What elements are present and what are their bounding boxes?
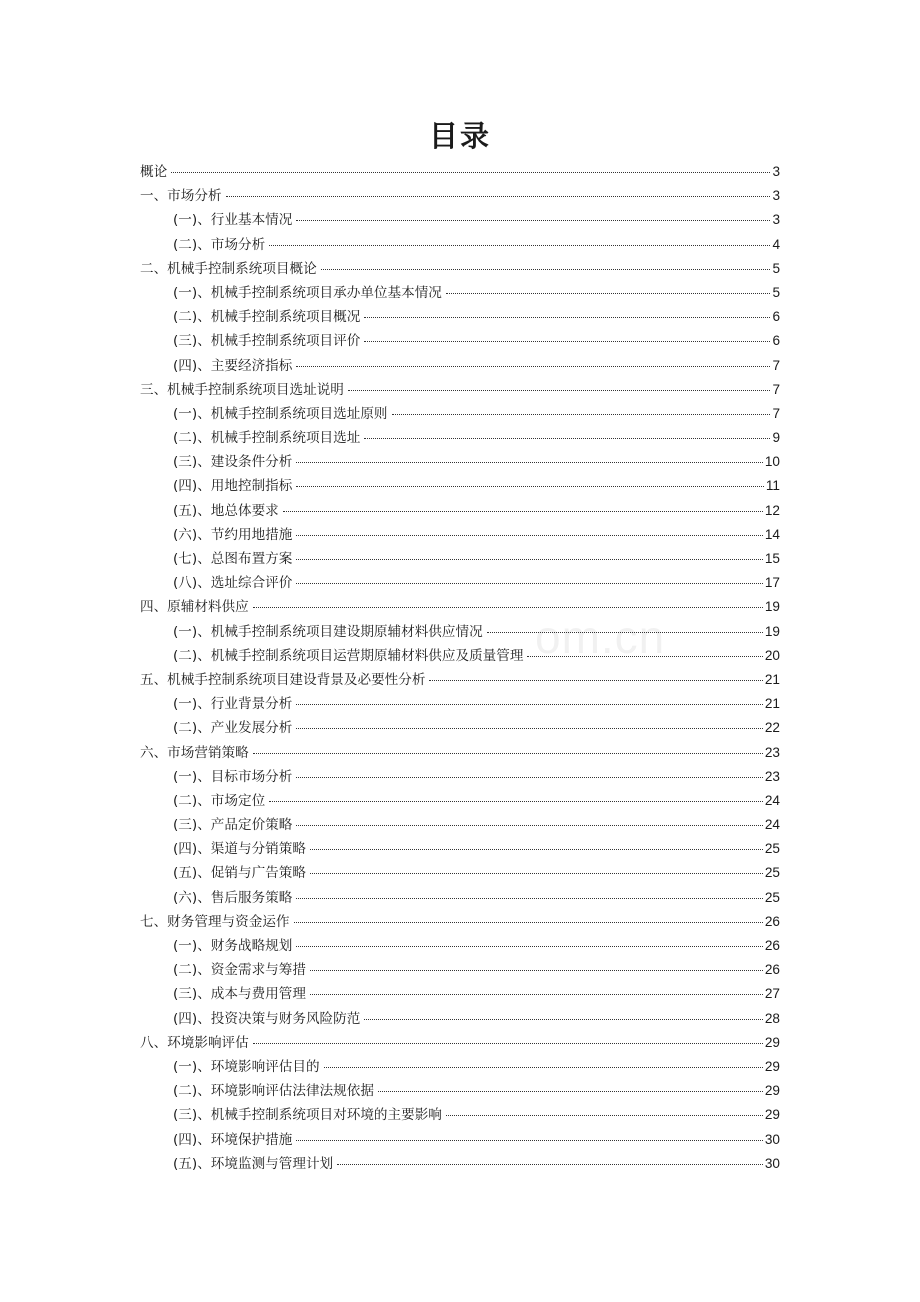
toc-page-number: 7 — [772, 405, 780, 421]
dot-leader — [253, 741, 763, 754]
toc-entry-title: (三)、机械手控制系统项目对环境的主要影响 — [173, 1107, 442, 1124]
toc-page-number: 12 — [764, 502, 780, 518]
dot-leader — [310, 837, 763, 850]
toc-subentry[interactable] — [140, 499, 780, 523]
toc-page-number: 21 — [764, 671, 780, 687]
dot-leader — [296, 354, 770, 367]
toc-subentry[interactable] — [140, 1152, 780, 1176]
toc-entry[interactable] — [140, 1031, 780, 1055]
toc-page-number: 4 — [772, 236, 780, 252]
dot-leader — [294, 910, 763, 923]
toc-page-number: 19 — [764, 623, 780, 639]
toc-page-number: 24 — [764, 817, 780, 833]
toc-entry[interactable] — [140, 257, 780, 281]
toc-entry-title: 五、机械手控制系统项目建设背景及必要性分析 — [140, 671, 426, 688]
toc-subentry[interactable] — [140, 644, 780, 668]
toc-page-number: 3 — [772, 164, 780, 179]
toc-subentry[interactable] — [140, 861, 780, 885]
toc-subentry[interactable] — [140, 474, 780, 498]
dot-leader — [296, 208, 770, 221]
toc-page-number: 7 — [772, 381, 780, 397]
toc-subentry[interactable] — [140, 329, 780, 353]
dot-leader — [446, 1103, 763, 1116]
toc-page-number: 19 — [764, 599, 780, 615]
toc-subentry[interactable] — [140, 982, 780, 1006]
toc-page-number: 5 — [772, 260, 780, 276]
toc-subentry[interactable] — [140, 837, 780, 861]
dot-leader — [310, 982, 763, 995]
toc-entry-title: 七、财务管理与资金运作 — [140, 913, 290, 930]
toc-subentry[interactable] — [140, 1079, 780, 1103]
toc-entry-title: (三)、机械手控制系统项目评价 — [173, 333, 361, 350]
toc-entry-title: (一)、目标市场分析 — [173, 768, 293, 785]
toc-page-number: 25 — [764, 889, 780, 905]
toc-page-number: 25 — [764, 841, 780, 857]
dot-leader — [364, 426, 770, 439]
toc-subentry[interactable] — [140, 958, 780, 982]
toc-page-number: 20 — [764, 647, 780, 663]
toc-entry-title: (二)、机械手控制系统项目运营期原辅材料供应及质量管理 — [173, 647, 524, 664]
toc-page-number: 29 — [764, 1058, 780, 1074]
dot-leader — [310, 861, 763, 874]
toc-page-number: 10 — [764, 454, 780, 470]
toc-entry-title: 六、市场营销策略 — [140, 744, 249, 761]
toc-subentry[interactable] — [140, 402, 780, 426]
dot-leader — [253, 595, 763, 608]
toc-subentry[interactable] — [140, 233, 780, 257]
table-of-contents — [140, 160, 780, 1176]
toc-entry[interactable] — [140, 160, 780, 184]
toc-page-number: 25 — [764, 865, 780, 881]
dot-leader — [487, 620, 763, 633]
toc-subentry[interactable] — [140, 281, 780, 305]
dot-leader — [296, 934, 763, 947]
dot-leader — [364, 305, 770, 318]
toc-entry[interactable] — [140, 741, 780, 765]
toc-entry-title: (五)、地总体要求 — [173, 502, 279, 519]
toc-entry-title: (四)、渠道与分销策略 — [173, 841, 306, 858]
toc-entry-title: (一)、行业背景分析 — [173, 696, 293, 713]
toc-page-number: 15 — [764, 551, 780, 566]
dot-leader — [171, 160, 770, 173]
toc-entry-title: (六)、节约用地措施 — [173, 526, 293, 543]
dot-leader — [296, 547, 763, 560]
toc-page-number: 30 — [764, 1131, 780, 1147]
toc-entry-title: (四)、用地控制指标 — [173, 478, 293, 495]
toc-page-number: 6 — [772, 309, 780, 325]
dot-leader — [269, 233, 770, 246]
toc-page-number: 14 — [764, 526, 780, 542]
toc-subentry[interactable] — [140, 1128, 780, 1152]
dot-leader — [310, 958, 763, 971]
page-title: 目录 — [428, 119, 491, 153]
dot-leader — [527, 644, 762, 657]
toc-entry[interactable] — [140, 595, 780, 619]
toc-entry-title: (一)、行业基本情况 — [173, 212, 293, 229]
toc-page-number: 17 — [764, 575, 780, 591]
toc-page-number: 30 — [764, 1155, 780, 1171]
toc-subentry[interactable] — [140, 934, 780, 958]
toc-entry-title: (二)、机械手控制系统项目选址 — [173, 430, 361, 447]
toc-entry[interactable] — [140, 910, 780, 934]
toc-entry-title: (二)、产业发展分析 — [173, 720, 293, 737]
dot-leader — [296, 716, 763, 729]
dot-leader — [226, 184, 771, 197]
dot-leader — [429, 668, 762, 681]
dot-leader — [364, 1007, 763, 1020]
toc-page-number: 28 — [764, 1010, 780, 1026]
dot-leader — [253, 1031, 763, 1044]
toc-page-number: 11 — [765, 478, 780, 494]
toc-page-number: 5 — [772, 284, 780, 300]
toc-entry-title: (四)、环境保护措施 — [173, 1131, 293, 1148]
dot-leader — [348, 378, 771, 391]
dot-leader — [321, 257, 771, 270]
toc-page-number: 27 — [764, 986, 780, 1002]
toc-entry-title: (二)、市场分析 — [173, 236, 266, 253]
toc-page-number: 9 — [772, 430, 780, 446]
dot-leader — [296, 886, 763, 899]
dot-leader — [283, 499, 763, 512]
toc-subentry[interactable] — [140, 1007, 780, 1031]
toc-entry-title: (六)、售后服务策略 — [173, 889, 293, 906]
toc-subentry[interactable] — [140, 547, 780, 571]
toc-entry-title: 概论 — [140, 164, 168, 180]
toc-subentry[interactable] — [140, 208, 780, 232]
toc-page-number: 6 — [772, 333, 780, 349]
toc-page-number: 21 — [764, 696, 780, 712]
toc-subentry[interactable] — [140, 620, 780, 644]
toc-entry-title: (二)、市场定位 — [173, 792, 266, 809]
toc-subentry[interactable] — [140, 1103, 780, 1127]
dot-leader — [296, 1128, 763, 1141]
toc-page-number: 29 — [764, 1107, 780, 1123]
toc-subentry[interactable] — [140, 692, 780, 716]
toc-entry-title: (二)、机械手控制系统项目概况 — [173, 309, 361, 326]
toc-page-number: 29 — [764, 1083, 780, 1099]
toc-page-number: 23 — [764, 744, 780, 760]
dot-leader — [269, 789, 763, 802]
dot-leader — [296, 692, 763, 705]
watermark: om.cn — [535, 611, 666, 663]
dot-leader — [446, 281, 771, 294]
toc-entry-title: (四)、投资决策与财务风险防范 — [173, 1010, 361, 1027]
toc-subentry[interactable] — [140, 765, 780, 789]
toc-entry-title: (三)、建设条件分析 — [173, 454, 293, 471]
toc-entry-title: (一)、机械手控制系统项目承办单位基本情况 — [173, 284, 442, 301]
toc-entry[interactable] — [140, 378, 780, 402]
toc-entry-title: 四、原辅材料供应 — [140, 599, 249, 616]
toc-entry-title: (一)、机械手控制系统项目选址原则 — [173, 405, 388, 422]
toc-subentry[interactable] — [140, 450, 780, 474]
toc-subentry[interactable] — [140, 1055, 780, 1079]
dot-leader — [324, 1055, 763, 1068]
dot-leader — [392, 402, 771, 415]
toc-entry-title: (八)、选址综合评价 — [173, 575, 293, 592]
toc-page-number: 24 — [764, 792, 780, 808]
toc-entry-title: 二、机械手控制系统项目概论 — [140, 260, 317, 277]
toc-subentry[interactable] — [140, 789, 780, 813]
toc-page-number: 3 — [772, 212, 780, 228]
toc-entry[interactable] — [140, 668, 780, 692]
toc-entry-title: 八、环境影响评估 — [140, 1034, 249, 1051]
toc-subentry[interactable] — [140, 716, 780, 740]
toc-entry-title: 一、市场分析 — [140, 188, 222, 205]
toc-page-number: 22 — [764, 720, 780, 736]
toc-subentry[interactable] — [140, 813, 780, 837]
dot-leader — [296, 765, 763, 778]
toc-page-number: 23 — [764, 768, 780, 784]
toc-page-number: 26 — [764, 913, 780, 929]
toc-page-number: 26 — [764, 962, 780, 978]
toc-subentry[interactable] — [140, 305, 780, 329]
toc-entry-title: (二)、资金需求与筹措 — [173, 962, 306, 979]
toc-page-number: 26 — [764, 938, 780, 953]
toc-entry-title: (二)、环境影响评估法律法规依据 — [173, 1083, 374, 1100]
toc-entry[interactable] — [140, 184, 780, 208]
dot-leader — [296, 813, 763, 826]
dot-leader — [337, 1152, 763, 1165]
toc-entry-title: (一)、机械手控制系统项目建设期原辅材料供应情况 — [173, 623, 483, 640]
toc-entry-title: (三)、成本与费用管理 — [173, 986, 306, 1003]
toc-subentry[interactable] — [140, 354, 780, 378]
toc-entry-title: (五)、环境监测与管理计划 — [173, 1155, 334, 1172]
toc-page-number: 29 — [764, 1034, 780, 1050]
dot-leader — [296, 523, 763, 536]
toc-subentry[interactable] — [140, 523, 780, 547]
toc-entry-title: (四)、主要经济指标 — [173, 357, 293, 374]
dot-leader — [296, 450, 763, 463]
toc-entry-title: (一)、财务战略规划 — [173, 938, 293, 954]
dot-leader — [364, 329, 770, 342]
toc-subentry[interactable] — [140, 426, 780, 450]
toc-entry-title: (一)、环境影响评估目的 — [173, 1058, 320, 1075]
toc-subentry[interactable] — [140, 571, 780, 595]
dot-leader — [296, 571, 763, 584]
toc-entry-title: (七)、总图布置方案 — [173, 551, 293, 567]
toc-page-number: 3 — [772, 188, 780, 204]
dot-leader — [296, 474, 764, 487]
toc-entry-title: 三、机械手控制系统项目选址说明 — [140, 381, 344, 398]
toc-entry-title: (三)、产品定价策略 — [173, 817, 293, 834]
toc-page-number: 7 — [772, 357, 780, 373]
toc-entry-title: (五)、促销与广告策略 — [173, 865, 306, 882]
toc-subentry[interactable] — [140, 886, 780, 910]
dot-leader — [378, 1079, 763, 1092]
